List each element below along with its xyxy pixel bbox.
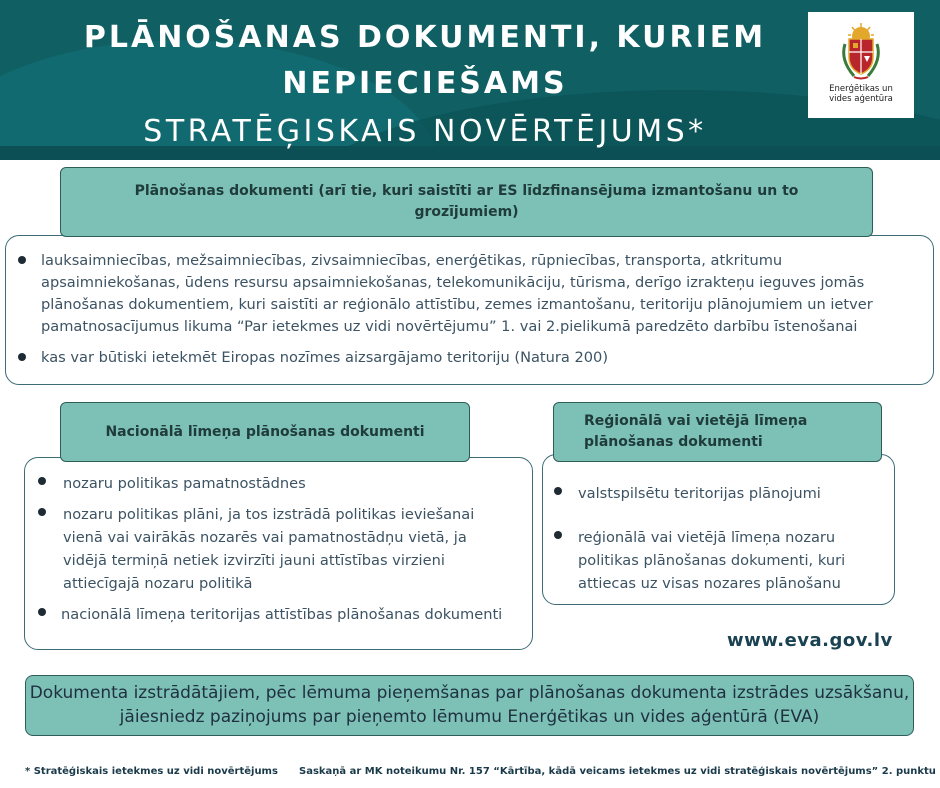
footnote-right: Saskaņā ar MK noteikumu Nr. 157 “Kārtība, kādā veicams ietekmes uz vidi stratēģiskais novērtējums” 2. punktu bbox=[299, 766, 936, 777]
list-item-text: kas var būtiski ietekmēt Eiropas nozīmes aizsargājamo teritoriju (Natura 200) bbox=[41, 349, 609, 366]
list-item bbox=[18, 250, 923, 338]
footnote-left: * Stratēģiskais ietekmes uz vidi novērtējums bbox=[25, 766, 278, 777]
list-item bbox=[18, 347, 923, 369]
page-title-line1: PLĀNOŠANAS DOKUMENTI, KURIEM bbox=[83, 20, 767, 55]
bullet-icon bbox=[18, 353, 26, 361]
list-item-text: nozaru politikas pamatnostādnes bbox=[63, 475, 306, 492]
website-link[interactable]: www.eva.gov.lv bbox=[727, 630, 893, 651]
national-label-text: Nacionālā līmeņa plānošanas dokumenti bbox=[105, 423, 425, 440]
logo-caption-line1: Enerģētikas un bbox=[829, 84, 893, 94]
bullet-icon bbox=[18, 256, 26, 264]
bullet-icon bbox=[554, 487, 562, 495]
regional-label-text: Reģionālā vai vietējā līmeņa plānošanas dokumenti bbox=[584, 413, 808, 450]
list-item bbox=[38, 503, 506, 595]
list-item-text: valstspilsētu teritorijas plānojumi bbox=[578, 485, 821, 502]
planning-list bbox=[18, 250, 923, 369]
list-item bbox=[554, 526, 880, 595]
list-item bbox=[554, 482, 880, 505]
national-label bbox=[60, 402, 470, 462]
regional-list bbox=[554, 482, 880, 595]
list-item bbox=[38, 472, 506, 495]
list-item-text: lauksaimniecības, mežsaimniecības, zivsaimniecības, enerģētikas, rūpniecības, transporta, atkritumu apsaimniekošanas, ūdens resursu apsaimniekošanas, telekomunikāciju, tūrisma, derīgo izrakteņu ieguves jomās plānošanas dokumentiem, kuri saistīti ar reģionālo attīstību, zemes izmantošanu, teritoriju plānojumiem un ietver pamatnosacījumus likuma “Par ietekmes uz vidi novērtējumu” 1. vai 2.pielikumā paredzēto darbību īstenošanai bbox=[41, 252, 873, 335]
notice-box bbox=[25, 675, 914, 736]
planning-label-text: Plānošanas dokumenti (arī tie, kuri saistīti ar ES līdzfinansējuma izmantošanu un to grozījumiem) bbox=[134, 183, 799, 220]
list-item-text: reģionālā vai vietējā līmeņa nozaru politikas plānošanas dokumenti, kuri attiecas uz visas nozares plānošanu bbox=[578, 529, 846, 592]
logo-caption-line2: vides aģentūra bbox=[829, 94, 893, 104]
list-item-text: nacionālā līmeņa teritorijas attīstības plānošanas dokumenti bbox=[61, 606, 503, 623]
national-list bbox=[38, 472, 506, 626]
notice-text: Dokumenta izstrādātājiem, pēc lēmuma pieņemšanas par plānošanas dokumenta izstrādes uzsākšanu, jāiesniedz paziņojums par pieņemto lēmumu Enerģētikas un vides aģentūrā (EVA) bbox=[29, 683, 910, 727]
logo-caption bbox=[808, 84, 914, 104]
bullet-icon bbox=[38, 608, 46, 616]
regional-label bbox=[553, 402, 882, 462]
bullet-icon bbox=[554, 531, 562, 539]
coat-of-arms-icon bbox=[836, 22, 886, 82]
list-item-text: nozaru politikas plāni, ja tos izstrādā politikas ieviešanai vienā vai vairākās nozarēs vai pamatnostādņu vietā, ja vidējā termiņā netiek izvirzīti jauni attīstības virzieni attiecīgajā nozaru politikā bbox=[63, 506, 475, 592]
bullet-icon bbox=[38, 508, 46, 516]
page-title-line2: NEPIECIEŠAMS bbox=[282, 66, 568, 101]
planning-label bbox=[60, 167, 873, 237]
list-item bbox=[38, 603, 506, 626]
page-title-line3: STRATĒĢISKAIS NOVĒRTĒJUMS* bbox=[143, 114, 707, 149]
eva-logo bbox=[808, 12, 914, 118]
bullet-icon bbox=[38, 477, 46, 485]
